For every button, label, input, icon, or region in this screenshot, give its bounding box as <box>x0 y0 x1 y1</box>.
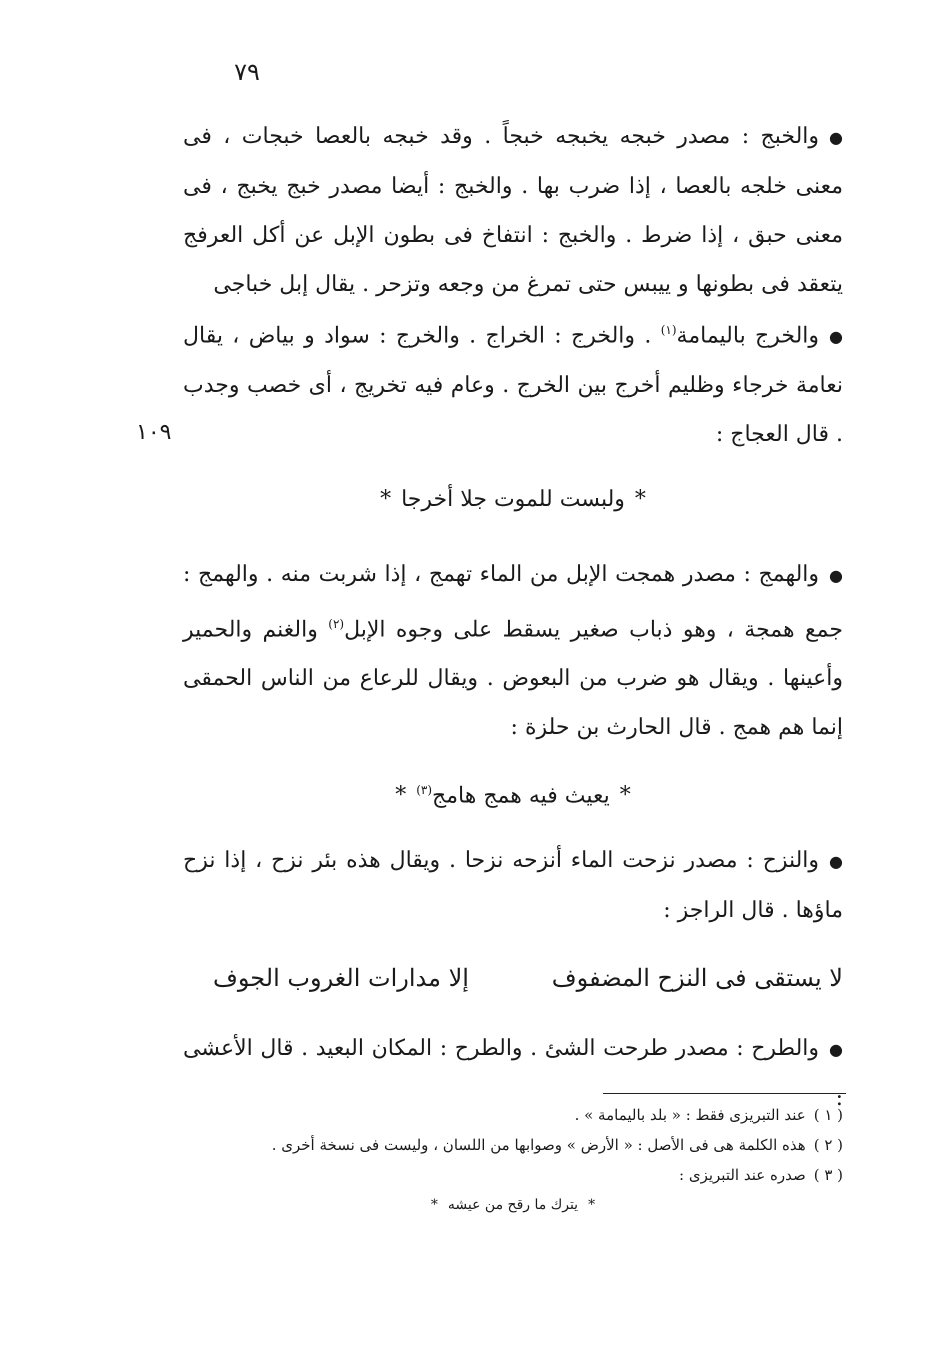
entry-text-cont: والغنم والحمير وأعينها . ويقال هو ضرب من البعوض . ويقال للرعاع من الناس الحمقى إنما هم همج . قال الحارث بن حلزة : <box>183 616 843 740</box>
footnote-marker: ( ٣ ) <box>813 1166 843 1184</box>
star-icon: * <box>380 487 392 512</box>
page-number: ٧٩ <box>234 58 260 86</box>
entry-text: والخرج باليمامة <box>676 323 820 349</box>
verse-hemistich-right: لا يستقى فى النزح المضفوف <box>551 964 843 992</box>
verse-hemistich-left: إلا مدارات الغروب الجوف <box>213 964 469 992</box>
footnote-text: عند التبريزى فقط : « بلد باليمامة » . <box>574 1106 806 1124</box>
verse-rajiz <box>183 958 843 998</box>
footnotes <box>183 1100 843 1220</box>
footnote-text: هذه الكلمة هى فى الأصل : « الأرض » وصوابها من اللسان ، وليست فى نسخة أخرى . <box>271 1136 806 1154</box>
entry-nazh <box>183 836 843 935</box>
footnote-ref: (٢) <box>328 616 345 631</box>
verse-text: ولبست للموت جلا أخرجا <box>401 487 625 512</box>
footnote-verse <box>183 1190 843 1220</box>
entry-text: والنزح : مصدر نزحت الماء أنزحه نزحا . ويقال هذه بئر نزح ، إذا نزح ماؤها . قال الراجز : <box>183 848 843 923</box>
margin-number: ١٠٩ <box>136 420 172 445</box>
footnote-text: صدره عند التبريزى : <box>679 1166 806 1184</box>
footnote-2 <box>183 1130 843 1160</box>
footnote-verse-text: يترك ما رقح من عيشه <box>447 1197 579 1213</box>
bullet-icon: ● <box>829 851 843 871</box>
entry-khabj <box>183 112 843 309</box>
entry-text: والهمج : مصدر همجت الإبل من الماء تهمج ، إذا شربت منه . والهمج : جمع همجة ، وهو ذباب صغير يسقط على وجوه الإبل <box>183 562 844 642</box>
star-icon: * <box>634 487 646 512</box>
footnote-3 <box>183 1160 843 1190</box>
entry-paragraph <box>183 306 843 459</box>
footnote-marker: ( ٢ ) <box>813 1136 843 1154</box>
entry-kharaj <box>183 306 843 459</box>
entry-paragraph <box>183 836 843 935</box>
bullet-icon: ● <box>829 326 843 346</box>
bullet-icon: ● <box>829 127 843 147</box>
entry-hamaj <box>183 550 843 752</box>
footnote-ref: (٣) <box>416 783 433 797</box>
verse-harith <box>183 770 843 816</box>
entry-paragraph <box>183 550 843 752</box>
star-icon: * <box>430 1197 438 1213</box>
verse-text: يعيث فيه همج هامج <box>432 783 610 809</box>
star-icon: * <box>588 1197 596 1213</box>
footnote-divider <box>603 1093 846 1094</box>
star-icon: * <box>395 783 407 809</box>
entry-paragraph <box>183 112 843 309</box>
bullet-icon: ● <box>829 1039 843 1059</box>
footnote-marker: ( ١ ) <box>813 1106 843 1124</box>
entry-text-cont: . والخرج : الخراج . والخرج : سواد و بياض ، يقال نعامة خرجاء وظليم أخرج بين الخرج . وعام فيه تخريج ، أى خصب وجدب . قال العجاج : <box>183 323 843 447</box>
bullet-icon: ● <box>829 565 843 585</box>
star-icon: * <box>619 783 631 809</box>
verse-ajjaj <box>183 480 843 520</box>
footnote-ref: (١) <box>660 323 677 337</box>
entry-text: والخبج : مصدر خبجه يخبجه خبجاً . وقد خبجه بالعصا خبجات ، فى معنى خلجه بالعصا ، إذا ضرب بها . والخبج : أيضا مصدر خبج يخبج ، فى معنى حبق ، إذا ضرط . والخبج : انتفاخ فى بطون الإبل عن أكل العرفج يتعقد فى بطونها و ييبس حتى تمرغ من وجعه وتزحر . يقال إبل خباجى <box>183 124 843 297</box>
entry-text: والطرح : مصدر طرحت الشئ . والطرح : المكان البعيد . قال الأعشى : <box>183 1036 843 1111</box>
footnote-1 <box>183 1100 843 1130</box>
